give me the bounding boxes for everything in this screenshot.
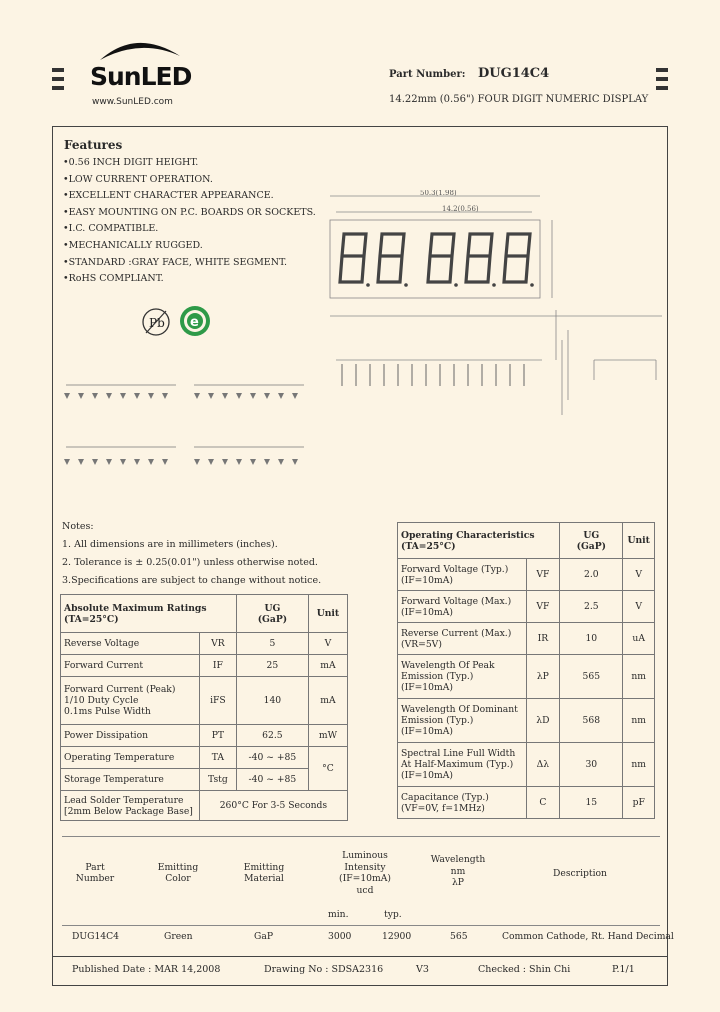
- table-cell: mW: [308, 725, 347, 747]
- svg-text:Pb: Pb: [149, 316, 165, 330]
- right-margin-mark: [656, 86, 668, 90]
- features-title: Features: [64, 138, 123, 152]
- table-header-row: [61, 595, 348, 633]
- table-cell: IF: [199, 655, 236, 677]
- table-cell: Forward Voltage (Max.) (IF=10mA): [398, 591, 527, 623]
- table-cell: Wavelength Of Peak Emission (Typ.) (IF=10mA): [398, 655, 527, 699]
- table-cell: Δλ: [526, 743, 560, 787]
- circuit-diagram: [60, 355, 310, 495]
- table-cell: 568: [560, 699, 623, 743]
- table-cell: Reverse Voltage: [61, 633, 200, 655]
- notes: [62, 518, 321, 590]
- table-cell: 260°C For 3-5 Seconds: [199, 791, 347, 821]
- col-min: min.: [328, 909, 349, 920]
- version: V3: [416, 964, 429, 975]
- page-subtitle: 14.22mm (0.56") FOUR DIGIT NUMERIC DISPLAY: [389, 94, 649, 105]
- table-cell: V: [623, 559, 655, 591]
- table-cell: Storage Temperature: [61, 769, 200, 791]
- table-cell: 10: [560, 623, 623, 655]
- feature-item: •MECHANICALLY RUGGED.: [63, 239, 203, 251]
- table-row: [61, 747, 348, 769]
- table-cell: nm: [623, 743, 655, 787]
- feature-item: •I.C. COMPATIBLE.: [63, 223, 159, 235]
- table-cell: λD: [526, 699, 560, 743]
- table-cell: nm: [623, 655, 655, 699]
- table-cell: 140: [236, 677, 308, 725]
- table-cell: uA: [623, 623, 655, 655]
- table-cell: 5: [236, 633, 308, 655]
- table-row: [398, 559, 655, 591]
- table-cell: 2.0: [560, 559, 623, 591]
- pb-free-icon: [140, 306, 172, 338]
- table-cell: V: [308, 633, 347, 655]
- published-date: Published Date : MAR 14,2008: [72, 964, 221, 975]
- table-cell: GaP: [254, 931, 273, 942]
- svg-text:e: e: [190, 315, 199, 330]
- table-cell: IR: [526, 623, 560, 655]
- table-cell: Lead Solder Temperature [2mm Below Package Base]: [61, 791, 200, 821]
- table-header: Unit: [623, 523, 655, 559]
- table-cell: VF: [526, 591, 560, 623]
- brand-logo: SunLED: [90, 62, 192, 91]
- operating-characteristics-table: [397, 522, 655, 819]
- table-cell: Green: [164, 931, 193, 942]
- table-cell: VR: [199, 633, 236, 655]
- svg-text:50.3(1.98): 50.3(1.98): [420, 190, 457, 197]
- table-row: [61, 769, 348, 791]
- table-header: Operating Characteristics (TA=25°C): [398, 523, 560, 559]
- table-header: UG (GaP): [560, 523, 623, 559]
- page-number: P.1/1: [612, 964, 635, 975]
- sunled-logo-arc-icon: [96, 34, 182, 62]
- note-item: 2. Tolerance is ± 0.25(0.01") unless otherwise noted.: [62, 557, 318, 568]
- table-row: [61, 655, 348, 677]
- left-margin-mark: [52, 86, 64, 90]
- col-luminous-intensity: Luminous Intensity (IF=10mA) ucd: [339, 850, 391, 896]
- table-header: UG (GaP): [236, 595, 308, 633]
- right-margin-mark: [656, 68, 668, 72]
- table-cell: Forward Current: [61, 655, 200, 677]
- feature-item: •STANDARD :GRAY FACE, WHITE SEGMENT.: [63, 256, 288, 268]
- table-row: [398, 743, 655, 787]
- feature-item: •0.56 INCH DIGIT HEIGHT.: [63, 157, 199, 168]
- table-cell: Wavelength Of Dominant Emission (Typ.) (IF=10mA): [398, 699, 527, 743]
- table-cell: 25: [236, 655, 308, 677]
- table-cell: DUG14C4: [72, 931, 120, 942]
- table-row: [398, 787, 655, 819]
- table-cell: Spectral Line Full Width At Half-Maximum (Typ.) (IF=10mA): [398, 743, 527, 787]
- table-row: [61, 633, 348, 655]
- table-row: [61, 725, 348, 747]
- table-row: [398, 623, 655, 655]
- right-margin-mark: [656, 77, 668, 81]
- left-margin-mark: [52, 68, 64, 72]
- col-typ: typ.: [384, 909, 402, 920]
- table-cell: mA: [308, 655, 347, 677]
- table-cell: 565: [450, 931, 468, 942]
- table-cell: 2.5: [560, 591, 623, 623]
- left-margin-mark: [52, 77, 64, 81]
- package-outline-drawing: [322, 190, 666, 420]
- feature-item: •EXCELLENT CHARACTER APPEARANCE.: [63, 190, 274, 202]
- table-cell: 62.5: [236, 725, 308, 747]
- feature-item: •EASY MOUNTING ON P.C. BOARDS OR SOCKETS.: [63, 206, 316, 218]
- col-emitting-color: Emitting Color: [157, 862, 199, 884]
- table-cell: TA: [199, 747, 236, 769]
- table-cell: 565: [560, 655, 623, 699]
- features-list: [63, 155, 316, 288]
- col-emitting-material: Emitting Material: [243, 862, 285, 884]
- checked-by: Checked : Shin Chi: [478, 964, 571, 975]
- table-cell: VF: [526, 559, 560, 591]
- table-cell: Common Cathode, Rt. Hand Decimal: [502, 931, 674, 942]
- table-cell: iFS: [199, 677, 236, 725]
- table-row: [398, 655, 655, 699]
- note-item: 3.Specifications are subject to change without notice.: [62, 575, 322, 586]
- absolute-max-ratings-table: [60, 594, 348, 821]
- table-cell: PT: [199, 725, 236, 747]
- part-number: DUG14C4: [478, 66, 550, 81]
- table-header-row: [398, 523, 655, 559]
- table-cell: Forward Voltage (Typ.) (IF=10mA): [398, 559, 527, 591]
- table-cell: V: [623, 591, 655, 623]
- notes-title: Notes:: [62, 521, 94, 532]
- table-cell: -40 ~ +85: [236, 769, 308, 791]
- col-part-number: Part Number: [75, 862, 115, 884]
- drawing-number: Drawing No : SDSA2316: [264, 964, 384, 975]
- col-description: Description: [553, 868, 607, 879]
- table-header: Unit: [308, 595, 347, 633]
- rohs-e-icon: [178, 304, 212, 338]
- table-cell: 30: [560, 743, 623, 787]
- table-row: [62, 931, 674, 945]
- table-cell: Forward Current (Peak) 1/10 Duty Cycle 0.1ms Pulse Width: [61, 677, 200, 725]
- feature-item: •RoHS COMPLIANT.: [63, 273, 164, 285]
- table-cell: Operating Temperature: [61, 747, 200, 769]
- part-number-label: Part Number:: [389, 69, 466, 80]
- table-row: [398, 699, 655, 743]
- table-cell: Tstg: [199, 769, 236, 791]
- table-row: [61, 791, 348, 821]
- table-row: [61, 677, 348, 725]
- table-cell: °C: [308, 747, 347, 791]
- table-cell: -40 ~ +85: [236, 747, 308, 769]
- table-row: [398, 591, 655, 623]
- table-cell: Power Dissipation: [61, 725, 200, 747]
- table-cell: nm: [623, 699, 655, 743]
- table-cell: 3000: [328, 931, 352, 942]
- table-cell: pF: [623, 787, 655, 819]
- col-wavelength: Wavelength nm λP: [430, 854, 486, 888]
- note-item: 1. All dimensions are in millimeters (inches).: [62, 539, 278, 550]
- table-cell: Capacitance (Typ.) (VF=0V, f=1MHz): [398, 787, 527, 819]
- table-cell: 12900: [382, 931, 412, 942]
- table-cell: Reverse Current (Max.) (VR=5V): [398, 623, 527, 655]
- feature-item: •LOW CURRENT OPERATION.: [63, 173, 213, 185]
- table-header: Absolute Maximum Ratings (TA=25°C): [61, 595, 237, 633]
- table-cell: C: [526, 787, 560, 819]
- table-cell: mA: [308, 677, 347, 725]
- svg-text:14.2(0.56): 14.2(0.56): [442, 205, 479, 213]
- table-cell: 15: [560, 787, 623, 819]
- website-link[interactable]: www.SunLED.com: [92, 97, 173, 107]
- table-cell: λP: [526, 655, 560, 699]
